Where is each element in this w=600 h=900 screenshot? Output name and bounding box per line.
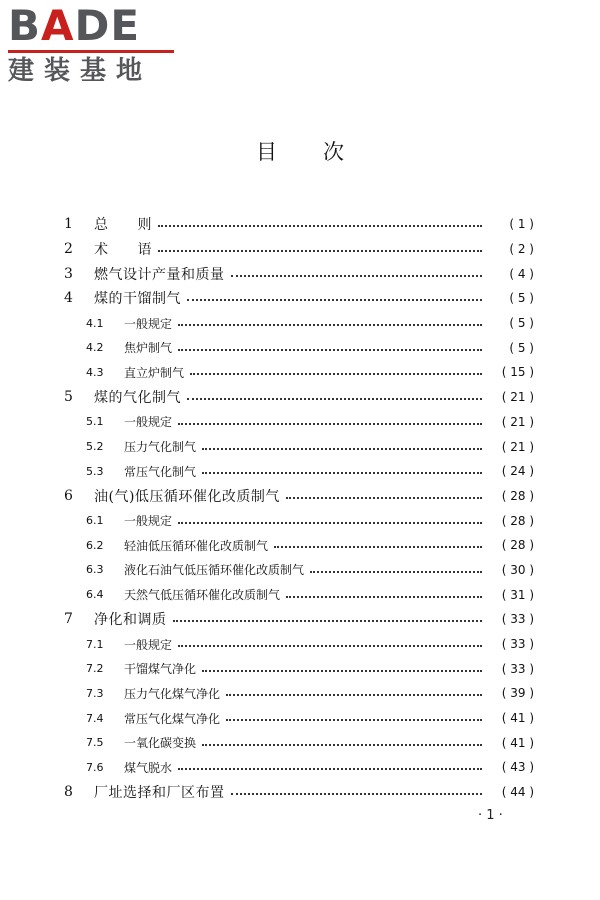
toc-entry-page: ( 41 )	[501, 711, 534, 726]
toc-section-entry[interactable]	[64, 459, 534, 484]
toc-entry-title: 一般规定	[124, 514, 173, 529]
toc-entry-number: 6.2	[86, 538, 104, 552]
toc-chapter-entry[interactable]	[64, 212, 534, 237]
toc-entry-number: 6	[64, 487, 73, 504]
toc-entry-page: ( 31 )	[501, 587, 534, 602]
toc-entry-page: ( 1 )	[509, 217, 534, 232]
toc-dot-leader	[202, 670, 482, 672]
toc-dot-leader	[158, 225, 482, 227]
toc-entry-title: 直立炉制气	[124, 365, 185, 380]
toc-chapter-entry[interactable]	[64, 484, 534, 509]
toc-entry-number: 8	[64, 784, 73, 801]
toc-entry-number: 5	[64, 389, 73, 406]
toc-entry-title: 压力气化煤气净化	[124, 686, 221, 701]
toc-section-entry[interactable]	[64, 706, 534, 731]
toc-dot-leader	[202, 744, 482, 746]
toc-section-entry[interactable]	[64, 730, 534, 755]
toc-entry-title: 一般规定	[124, 316, 173, 331]
toc-entry-number: 7	[64, 611, 73, 628]
toc-entry-title: 术 语	[94, 242, 152, 259]
toc-entry-number: 7.3	[86, 686, 104, 700]
toc-section-entry[interactable]	[64, 656, 534, 681]
toc-dot-leader	[178, 645, 482, 647]
toc-entry-number: 4.3	[86, 365, 104, 379]
toc-section-entry[interactable]	[64, 632, 534, 657]
toc-chapter-entry[interactable]	[64, 607, 534, 632]
toc-entry-title: 压力气化制气	[124, 440, 197, 455]
toc-dot-leader	[286, 497, 482, 499]
toc-dot-leader	[231, 793, 483, 795]
toc-entry-number: 4.1	[86, 316, 104, 330]
toc-dot-leader	[190, 373, 482, 375]
toc-dot-leader	[173, 620, 483, 622]
toc-chapter-entry[interactable]	[64, 261, 534, 286]
logo-subtitle: 建装基地	[8, 56, 153, 86]
toc-entry-page: ( 4 )	[509, 266, 534, 281]
page-title: 目次	[256, 140, 390, 164]
toc-entry-number: 7.6	[86, 760, 104, 774]
toc-entry-title: 煤气脱水	[124, 760, 173, 775]
toc-section-entry[interactable]	[64, 533, 534, 558]
toc-entry-title: 油(气)低压循环催化改质制气	[94, 488, 280, 505]
toc-entry-page: ( 15 )	[501, 365, 534, 380]
toc-dot-leader	[226, 694, 482, 696]
toc-dot-leader	[178, 324, 482, 326]
toc-dot-leader	[178, 349, 482, 351]
toc-section-entry[interactable]	[64, 508, 534, 533]
toc-entry-title: 干馏煤气净化	[124, 662, 197, 677]
bade-logo	[8, 1, 178, 90]
toc-entry-page: ( 28 )	[501, 513, 534, 528]
logo-underline	[8, 50, 174, 53]
toc-entry-page: ( 21 )	[501, 390, 534, 405]
toc-entry-title: 煤的干馏制气	[94, 291, 181, 308]
toc-entry-page: ( 44 )	[501, 785, 534, 800]
toc-entry-number: 4.2	[86, 341, 104, 355]
toc-dot-leader	[310, 571, 482, 573]
toc-entry-title: 一般规定	[124, 415, 173, 430]
toc-entry-page: ( 33 )	[501, 637, 534, 652]
toc-entry-page: ( 28 )	[501, 538, 534, 553]
toc-chapter-entry[interactable]	[64, 385, 534, 410]
toc-dot-leader	[158, 250, 482, 252]
toc-section-entry[interactable]	[64, 311, 534, 336]
toc-entry-number: 7.1	[86, 637, 104, 651]
toc-chapter-entry[interactable]	[64, 237, 534, 262]
toc-section-entry[interactable]	[64, 410, 534, 435]
toc-dot-leader	[286, 596, 482, 598]
toc-entry-page: ( 21 )	[501, 414, 534, 429]
toc-entry-number: 6.3	[86, 563, 104, 577]
toc-entry-title: 常压气化煤气净化	[124, 711, 221, 726]
toc-entry-number: 3	[64, 265, 73, 282]
toc-section-entry[interactable]	[64, 558, 534, 583]
toc-entry-number: 7.4	[86, 711, 104, 725]
toc-entry-title: 液化石油气低压循环催化改质制气	[124, 563, 305, 578]
toc-entry-title: 燃气设计产量和质量	[94, 266, 225, 283]
toc-dot-leader	[178, 768, 482, 770]
toc-entry-title: 焦炉制气	[124, 341, 173, 356]
toc-entry-page: ( 28 )	[501, 488, 534, 503]
toc-dot-leader	[178, 522, 482, 524]
toc-dot-leader	[187, 398, 482, 400]
toc-entry-page: ( 33 )	[501, 661, 534, 676]
toc-dot-leader	[274, 546, 482, 548]
toc-section-entry[interactable]	[64, 681, 534, 706]
toc-dot-leader	[202, 472, 482, 474]
toc-section-entry[interactable]	[64, 755, 534, 780]
toc-entry-number: 5.3	[86, 464, 104, 478]
toc-entry-number: 1	[64, 216, 73, 233]
toc-entry-page: ( 5 )	[509, 291, 534, 306]
toc-dot-leader	[187, 299, 482, 301]
toc-entry-title: 厂址选择和厂区布置	[94, 785, 225, 802]
toc-entry-page: ( 43 )	[501, 760, 534, 775]
toc-entry-page: ( 41 )	[501, 735, 534, 750]
toc-entry-number: 2	[64, 241, 73, 258]
toc-section-entry[interactable]	[64, 434, 534, 459]
toc-entry-title: 一氧化碳变换	[124, 736, 197, 751]
toc-chapter-entry[interactable]	[64, 286, 534, 311]
toc-dot-leader	[231, 275, 483, 277]
toc-entry-page: ( 30 )	[501, 562, 534, 577]
toc-entry-title: 常压气化制气	[124, 464, 197, 479]
toc-entry-page: ( 5 )	[509, 316, 534, 331]
toc-entry-number: 5.2	[86, 440, 104, 454]
toc-entry-page: ( 2 )	[509, 242, 534, 257]
toc-entry-title: 轻油低压循环催化改质制气	[124, 538, 269, 553]
toc-dot-leader	[226, 719, 482, 721]
toc-entry-number: 7.5	[86, 736, 104, 750]
toc-entry-title: 煤的气化制气	[94, 390, 181, 407]
logo-wordmark: BADE	[8, 1, 141, 50]
toc-entry-page: ( 5 )	[509, 340, 534, 355]
page-number: · 1 ·	[478, 808, 503, 823]
toc-entry-page: ( 24 )	[501, 464, 534, 479]
toc-entry-number: 7.2	[86, 662, 104, 676]
toc-chapter-entry[interactable]	[64, 780, 534, 805]
toc-entry-page: ( 39 )	[501, 686, 534, 701]
toc-section-entry[interactable]	[64, 582, 534, 607]
toc-entry-page: ( 21 )	[501, 439, 534, 454]
toc-entry-number: 4	[64, 290, 73, 307]
toc-dot-leader	[202, 448, 482, 450]
table-of-contents	[64, 212, 534, 805]
toc-entry-number: 6.1	[86, 514, 104, 528]
toc-dot-leader	[178, 423, 482, 425]
toc-entry-title: 一般规定	[124, 637, 173, 652]
toc-entry-number: 5.1	[86, 415, 104, 429]
toc-entry-title: 天然气低压循环催化改质制气	[124, 588, 281, 603]
toc-entry-number: 6.4	[86, 588, 104, 602]
toc-entry-title: 总 则	[94, 217, 152, 234]
toc-entry-page: ( 33 )	[501, 612, 534, 627]
toc-section-entry[interactable]	[64, 335, 534, 360]
toc-entry-title: 净化和调质	[94, 612, 167, 629]
toc-section-entry[interactable]	[64, 360, 534, 385]
